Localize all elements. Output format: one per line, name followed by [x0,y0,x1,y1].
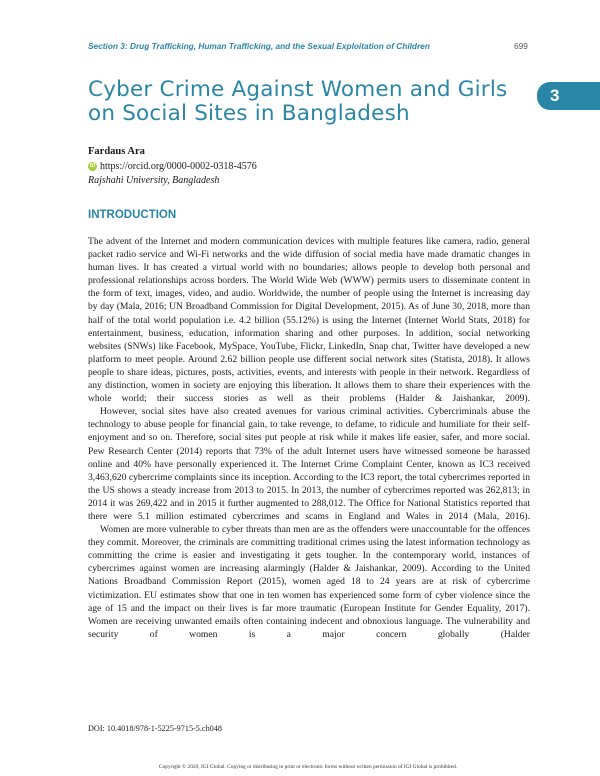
body-text [88,235,530,641]
author-affiliation: Rajshahi University, Bangladesh [88,175,220,186]
running-head: Section 3: Drug Trafficking, Human Trafficking, and the Sexual Exploitation of Children [88,41,430,51]
copyright-notice: Copyright © 2020, IGI Global. Copying or distributing in print or electronic forms without written permission of IGI Global is prohibited. [158,764,458,770]
orcid-link[interactable]: https://orcid.org/0000-0002-0318-4576 [100,161,257,172]
paragraph-1: The advent of the Internet and modern communication devices with multiple features like camera, radio, general packet radio service and Wi-Fi networks and the wide diffusion of social media have made dramatic changes in human lives. It has created a virtual world with no boundaries; allows people to develop both personal and professional relationships across borders. The World Wide Web (WWW) permits users to disseminate content in the form of text, images, video, and audio. Worldwide, the number of people using the Internet is increasing day by day (Mala, 2016; UN Broadband Commission for Digital Development, 2015). As of June 30, 2018, more than half of the total world population i.e. 4.2 billion (55.12%) is using the Internet (Internet World Stats, 2018) for entertainment, business, education, information sharing and other purposes. In addition, social networking websites (SNWs) like Facebook, MySpace, YouTube, Flickr, LinkedIn, Snap chat, Twitter have developed a new platform to meet people. Around 2.62 billion people use different social network sites (Statista, 2018). It allows people to share ideas, pictures, posts, activities, events, and interests with people in their network. Regardless of any distinction, women in society are enjoying this liberation. It allows them to share their experiences with the whole world; their success stories as well as their problems (Halder & Jaishankar, 2009). [88,236,530,405]
orcid-icon: iD [89,163,96,169]
chapter-number-badge: 3 [537,82,600,110]
paragraph-3: Women are more vulnerable to cyber threats than men are as the offenders were unaccountable for the offences they commit. Moreover, the criminals are committing traditional crimes using the latest information technology as committing the crime is easier and investigating it gets tougher. In the contemporary world, instances of cybercrimes against women are increasing alarmingly (Halder & Jaishankar, 2009). According to the United Nations Broadband Commission Report (2015), women aged 18 to 24 years are at risk of cybercrime victimization. EU estimates show that one in ten women has experienced some form of cyber violence since the age of 15 and the impact on their lives is far more traumatic (European Institute for Gender Equality, 2017). Women are receiving unwanted emails often containing indecent and obnoxious language. The vulnerability and security of women is a major concern globally (Halder [88,524,530,640]
doi: DOI: 10.4018/978-1-5225-9715-5.ch048 [88,724,222,733]
author-orcid [88,161,257,172]
section-heading: INTRODUCTION [88,209,177,221]
chapter-title: Cyber Crime Against Women and Girls on Social Sites in Bangladesh [88,77,508,126]
paragraph-2: However, social sites have also created avenues for various criminal activities. Cybercriminals abuse the technology to abuse people for financial gain, to take revenge, to defame, to ridicule and humiliate for their self-enjoyment and so on. Therefore, social sites put people at risk while it makes life easier, safer, and more social. Pew Research Center (2014) reports that 73% of the adult Internet users have witnessed someone be harassed online and 40% have personally experienced it. The Internet Crime Complaint Center, known as IC3 received 3,463,620 cybercrime complaints since its inception. According to the IC3 report, the total cybercrimes reported in the US shows a steady increase from 2013 to 2015. In 2013, the number of cybercrimes reported was 262,813; in 2014 it was 269,422 and in 2015 it further augmented to 288,012. The Office for National Statistics reported that there were 5.1 million estimated cybercrimes and scams in England and Wales in 2014 (Mala, 2016). [88,406,530,522]
author-name: Fardaus Ara [88,146,145,157]
page-number: 699 [514,41,528,51]
